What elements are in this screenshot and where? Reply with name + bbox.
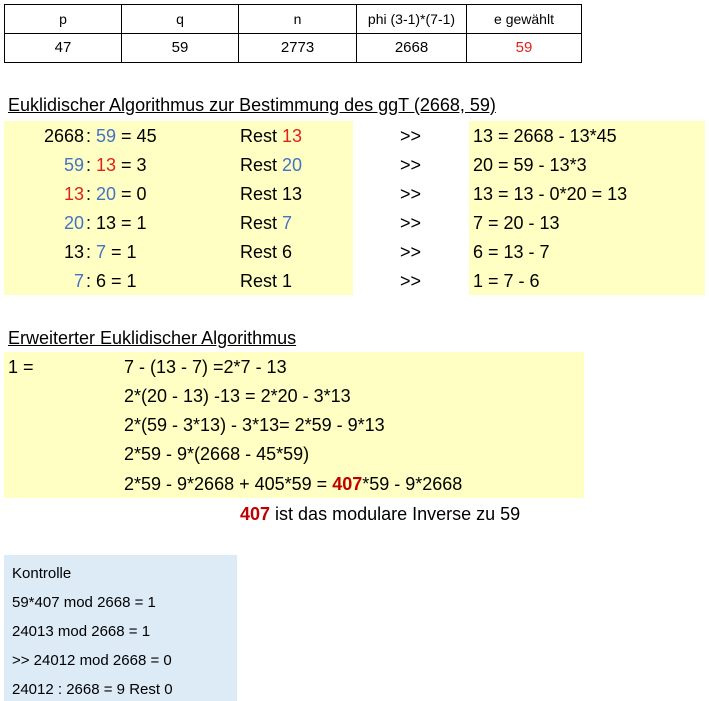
euclid-colon: :: [86, 155, 97, 175]
euclid-division-4-dividend: [4, 209, 84, 238]
euclid-quotient: = 1: [116, 213, 147, 233]
euclid-arrow-3: >>: [400, 184, 422, 204]
rest-value: 20: [282, 155, 303, 175]
value-p: 47: [5, 34, 122, 63]
euclid-divisor: 13: [96, 155, 117, 175]
rest-value: 1: [282, 271, 293, 291]
rest-label: Rest: [240, 126, 283, 146]
kontrolle-line-3: >> 24012 mod 2668 = 0: [12, 652, 172, 669]
extended-line-5: [124, 470, 462, 499]
rest-value: 13: [282, 126, 303, 146]
euclid-quotient: = 45: [116, 126, 157, 146]
euclid-dividend: 20: [63, 213, 84, 233]
euclid-colon: :: [86, 213, 97, 233]
parameter-value-row: [5, 34, 582, 63]
modular-inverse-statement: [240, 500, 520, 529]
extended-lhs: 1 =: [8, 357, 34, 377]
extended-line-4: 2*59 - 9*(2668 - 45*59): [124, 444, 310, 464]
extended-line-2: 2*(20 - 13) -13 = 2*20 - 3*13: [124, 386, 351, 406]
header-p: p: [5, 5, 122, 34]
euclid-expression-5: 6 = 13 - 7: [473, 242, 550, 262]
euclid-divisor: 20: [96, 184, 117, 204]
euclid-title: Euklidischer Algorithmus zur Bestimmung des ggT (2668, 59): [8, 95, 496, 115]
header-e: e gewählt: [467, 5, 582, 34]
euclid-arrow-5: >>: [400, 242, 422, 262]
euclid-division-5-dividend: [4, 238, 84, 267]
value-n: 2773: [239, 34, 357, 63]
extended-line-1: 7 - (13 - 7) =2*7 - 13: [124, 357, 287, 377]
rest-value: 13: [282, 184, 303, 204]
modular-inverse-number: 407: [240, 504, 271, 524]
rest-label: Rest: [240, 184, 283, 204]
euclid-division-3-rest: [86, 180, 147, 209]
euclid-expression-1: 13 = 2668 - 13*45: [473, 126, 617, 146]
euclid-expression-2: 20 = 59 - 13*3: [473, 155, 587, 175]
euclid-expression-6: 1 = 7 - 6: [473, 271, 540, 291]
euclid-division-3-dividend: [4, 180, 84, 209]
value-phi: 2668: [357, 34, 467, 63]
extended-line-3: 2*(59 - 3*13) - 3*13= 2*59 - 9*13: [124, 415, 385, 435]
euclid-quotient: = 0: [116, 184, 147, 204]
euclid-division-1-dividend: [4, 122, 84, 151]
euclid-division-5-rest: [86, 238, 137, 267]
extended-title: Erweiterter Euklidischer Algorithmus: [8, 328, 297, 348]
value-e: 59: [467, 34, 582, 63]
euclid-divisor: 6: [96, 271, 107, 291]
euclid-colon: :: [86, 271, 97, 291]
euclid-expression-4: 7 = 20 - 13: [473, 213, 560, 233]
euclid-dividend: 59: [63, 155, 84, 175]
euclid-arrow-1: >>: [400, 126, 422, 146]
extended-line-5-highlight: 407: [332, 474, 363, 494]
rest-value: 6: [282, 242, 293, 262]
kontrolle-line-1: 59*407 mod 2668 = 1: [12, 594, 156, 611]
parameter-table: [4, 4, 582, 63]
euclid-rest-4: [240, 209, 292, 238]
euclid-rest-1: [240, 122, 302, 151]
header-q: q: [122, 5, 239, 34]
euclid-arrow-4: >>: [400, 213, 422, 233]
euclid-divisor: 7: [96, 242, 107, 262]
euclid-colon: :: [86, 184, 97, 204]
extended-line-5-suffix: *59 - 9*2668: [362, 474, 463, 494]
euclid-division-1-rest: [86, 122, 157, 151]
value-q: 59: [122, 34, 239, 63]
euclid-quotient: = 3: [116, 155, 147, 175]
kontrolle-line-2: 24013 mod 2668 = 1: [12, 623, 151, 640]
euclid-division-6-dividend: [4, 267, 84, 296]
header-phi: phi (3-1)*(7-1): [357, 5, 467, 34]
kontrolle-box: [4, 555, 237, 701]
euclid-dividend: 2668: [43, 126, 84, 146]
euclid-division-2-rest: [86, 151, 147, 180]
kontrolle-line-4: 24012 : 2668 = 9 Rest 0: [12, 681, 173, 698]
kontrolle-title: Kontrolle: [12, 565, 72, 582]
euclid-dividend: 13: [63, 184, 84, 204]
euclid-dividend: 13: [63, 242, 84, 262]
rest-label: Rest: [240, 271, 283, 291]
euclid-divisor: 59: [96, 126, 117, 146]
extended-line-5-prefix: 2*59 - 9*2668 + 405*59 =: [124, 474, 333, 494]
euclid-rest-2: [240, 151, 302, 180]
euclid-colon: :: [86, 242, 97, 262]
euclid-division-6-rest: [86, 267, 137, 296]
rest-label: Rest: [240, 213, 283, 233]
euclid-rest-6: [240, 267, 292, 296]
euclid-rest-3: [240, 180, 302, 209]
header-n: n: [239, 5, 357, 34]
rest-label: Rest: [240, 155, 283, 175]
euclid-arrow-2: >>: [400, 155, 422, 175]
euclid-dividend: 7: [73, 271, 84, 291]
rest-value: 7: [282, 213, 293, 233]
modular-inverse-text: ist das modulare Inverse zu 59: [270, 504, 521, 524]
euclid-quotient: = 1: [106, 242, 137, 262]
euclid-expression-3: 13 = 13 - 0*20 = 13: [473, 184, 628, 204]
euclid-division-4-rest: [86, 209, 147, 238]
euclid-quotient: = 1: [106, 271, 137, 291]
parameter-header-row: [5, 5, 582, 34]
euclid-rest-5: [240, 238, 292, 267]
rest-label: Rest: [240, 242, 283, 262]
euclid-arrow-6: >>: [400, 271, 422, 291]
euclid-colon: :: [86, 126, 97, 146]
euclid-divisor: 13: [96, 213, 117, 233]
euclid-division-2-dividend: [4, 151, 84, 180]
